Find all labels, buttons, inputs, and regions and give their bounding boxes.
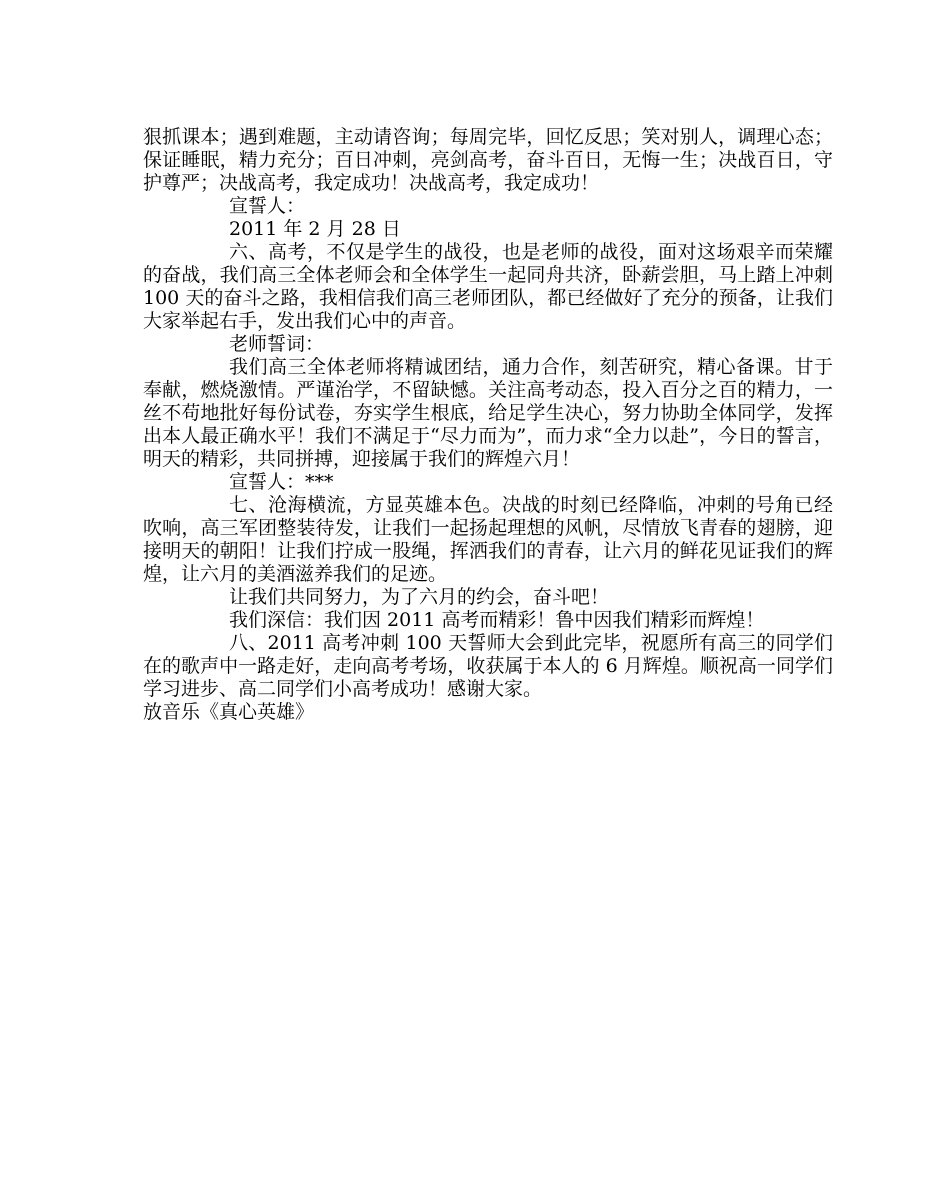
paragraph-teacher-signer: 宣誓人：*** [229,471,334,493]
paragraph-oath-signer: 宣誓人： [229,195,306,217]
paragraph-section-eight: 八、2011 高考冲刺 100 天誓师大会到此完毕，祝愿所有高三的同学们在的歌声中一路走好，走向高考考场，收获属于本人的 6 月辉煌。顺祝高一同学们学习进步、高二同学们小高考成功！感谢大家。 [143,632,833,700]
document-body [143,126,833,724]
paragraph-oath-continuation: 狠抓课本；遇到难题，主动请咨询；每周完毕，回忆反思；笑对别人，调理心态；保证睡眠，精力充分；百日冲刺，亮剑高考，奋斗百日，无悔一生；决战百日，守护尊严；决战高考，我定成功！决战高考，我定成功！ [143,126,833,194]
paragraph-belief: 我们深信：我们因 2011 高考而精彩！鲁中因我们精彩而辉煌！ [229,609,765,631]
paragraph-section-seven: 七、沧海横流，方显英雄本色。决战的时刻已经降临，冲刺的号角已经吹响，高三军团整装待发，让我们一起扬起理想的风帆，尽情放飞青春的翅膀，迎接明天的朝阳！让我们拧成一股绳，挥洒我们的青春，让六月的鲜花见证我们的辉煌，让六月的美酒滋养我们的足迹。 [143,494,833,585]
paragraph-call-to-effort: 让我们共同努力，为了六月的约会，奋斗吧！ [229,586,610,608]
paragraph-teacher-oath: 我们高三全体老师将精诚团结，通力合作，刻苦研究，精心备课。甘于奉献，燃烧激情。严谨治学，不留缺憾。关注高考动态，投入百分之百的精力，一丝不苟地批好每份试卷，夯实学生根底，给足学生决心，努力协助全体同学，发挥出本人最正确水平！我们不满足于“尽力而为”，而力求“全力以赴”，今日的誓言，明天的精彩，共同拼搏，迎接属于我们的辉煌六月！ [143,356,833,470]
paragraph-music-note: 放音乐《真心英雄》 [143,701,315,723]
paragraph-section-six: 六、高考，不仅是学生的战役，也是老师的战役，面对这场艰辛而荣耀的奋战，我们高三全体老师会和全体学生一起同舟共济，卧薪尝胆，马上踏上冲刺 100 天的奋斗之路，我相信我们高三老师团队，都已经做好了充分的预备，让我们大家举起右手，发出我们心中的声音。 [143,241,833,332]
paragraph-teacher-oath-heading: 老师誓词： [229,333,325,355]
paragraph-oath-date: 2011 年 2 月 28 日 [229,218,401,240]
